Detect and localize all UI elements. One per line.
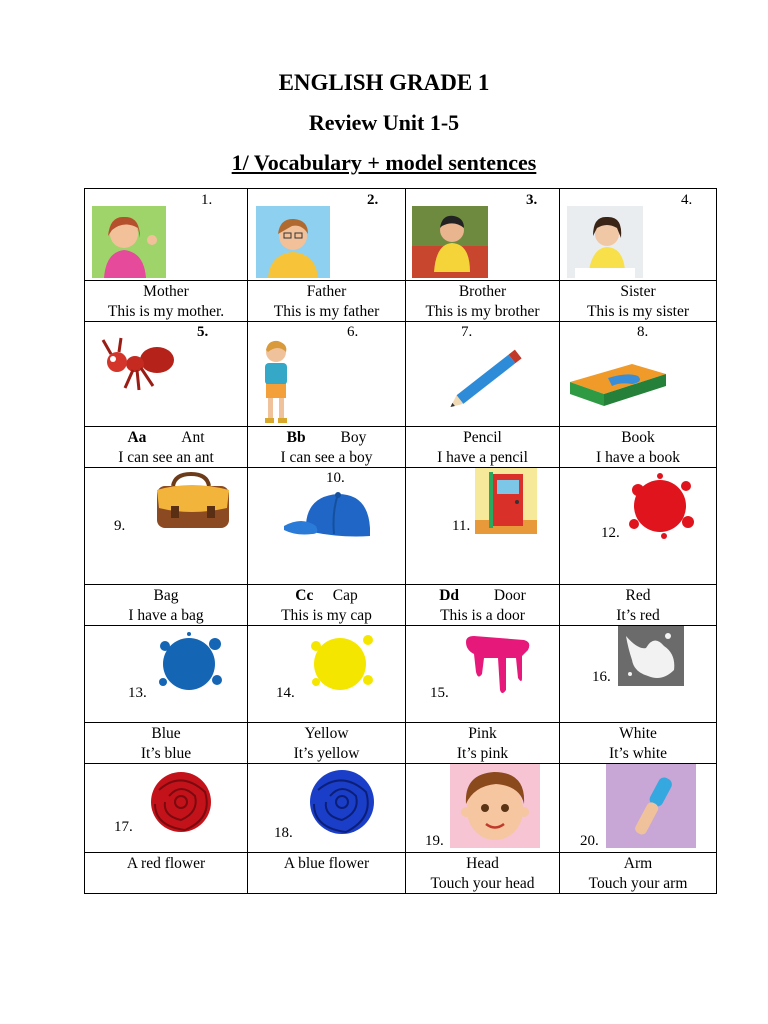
card-number: 9. [114, 518, 126, 534]
card-number: 14. [276, 685, 295, 701]
card-picture [248, 764, 405, 852]
blue-rose-icon [300, 766, 382, 838]
card-word: Brother [458, 283, 507, 300]
card-picture [85, 322, 247, 426]
picture-row [85, 189, 717, 281]
section-heading: 1/ Vocabulary + model sentences [231, 150, 537, 175]
card-letter: Bb [286, 429, 306, 446]
card-number: 11. [452, 518, 471, 534]
card-number: 2. [367, 192, 379, 208]
card-word: Arm [623, 855, 653, 872]
card-letter: Cc [295, 587, 314, 604]
card-picture [85, 764, 247, 852]
card-word: A blue flower [283, 855, 370, 872]
ant-icon [95, 336, 177, 392]
card-sentence: Touch your head [430, 874, 535, 892]
bag-icon [151, 472, 235, 534]
card-picture [85, 468, 247, 584]
card-word: Pink [468, 725, 497, 742]
card-number: 4. [681, 192, 693, 208]
label-row [85, 585, 717, 626]
card-number: 6. [347, 324, 359, 340]
card-number: 7. [461, 324, 473, 340]
picture-row [85, 764, 717, 853]
page-title: ENGLISH GRADE 1 [278, 70, 490, 95]
blue-splash-icon [155, 632, 225, 698]
white-splash-icon [618, 626, 684, 686]
card-word: A red flower [126, 855, 206, 872]
page-subtitle: Review Unit 1-5 [308, 110, 460, 135]
door-icon [475, 468, 537, 534]
card-picture [560, 626, 716, 722]
card-number: 12. [601, 525, 620, 541]
card-word: Blue [151, 725, 181, 742]
arm-icon [606, 764, 696, 848]
card-number: 20. [580, 833, 599, 849]
card-sentence: It’s blue [140, 744, 192, 762]
card-sentence: It’s red [616, 606, 660, 624]
card-picture [248, 468, 405, 584]
red-splash-icon [624, 472, 696, 540]
red-rose-icon [141, 766, 219, 836]
picture-row [85, 322, 717, 427]
card-sentence: It’s white [608, 744, 668, 762]
card-number: 16. [592, 669, 611, 685]
card-number: 10. [326, 470, 345, 486]
card-sentence: This is my cap [281, 606, 372, 624]
card-number: 19. [425, 833, 444, 849]
father-icon [256, 206, 330, 278]
card-picture [406, 626, 559, 722]
card-picture [248, 626, 405, 722]
card-word: Door [493, 587, 526, 604]
card-number: 3. [526, 192, 538, 208]
card-word: Boy [340, 429, 367, 446]
card-number: 13. [128, 685, 147, 701]
card-word: Head [466, 855, 499, 872]
card-picture [406, 189, 559, 280]
card-picture [85, 189, 247, 280]
sister-icon [567, 206, 643, 278]
brother-icon [412, 206, 488, 278]
card-letter: Dd [439, 587, 460, 604]
card-word: Yellow [304, 725, 349, 742]
card-picture [406, 468, 559, 584]
label-row [85, 427, 717, 468]
card-sentence: This is my brother [425, 302, 540, 320]
book-icon [568, 352, 668, 408]
card-picture [560, 468, 716, 584]
card-number: 8. [637, 324, 649, 340]
head-icon [450, 764, 540, 848]
card-picture [406, 764, 559, 852]
picture-row [85, 468, 717, 585]
card-number: 15. [430, 685, 449, 701]
vocabulary-table [84, 188, 717, 894]
card-sentence: I have a bag [128, 606, 204, 624]
card-number: 18. [274, 825, 293, 841]
pink-paint-icon [462, 634, 532, 696]
card-number: 1. [201, 192, 213, 208]
label-row [85, 853, 717, 894]
mother-icon [92, 206, 166, 278]
card-picture [560, 764, 716, 852]
card-sentence: It’s pink [456, 744, 509, 762]
card-word: White [619, 725, 657, 742]
card-sentence: I have a pencil [437, 448, 528, 466]
boy-icon [256, 338, 296, 426]
card-word: Red [625, 587, 651, 604]
label-row [85, 723, 717, 764]
card-word: Bag [153, 587, 179, 604]
card-word: Ant [181, 429, 205, 446]
yellow-splash-icon [306, 630, 376, 696]
card-picture [248, 189, 405, 280]
card-letter: Aa [127, 429, 147, 446]
card-number: 5. [197, 324, 209, 340]
card-picture [248, 322, 405, 426]
card-number: 17. [114, 819, 133, 835]
card-sentence: This is my sister [586, 302, 690, 320]
picture-row [85, 626, 717, 723]
card-sentence: This is my mother. [107, 302, 225, 320]
card-sentence: I have a book [596, 448, 680, 466]
card-word: Pencil [463, 429, 502, 446]
card-sentence: This is a door [440, 606, 525, 624]
card-sentence: I can see a boy [280, 448, 373, 466]
card-word: Cap [332, 587, 358, 604]
card-word: Book [621, 429, 655, 446]
cap-icon [282, 488, 374, 544]
card-sentence: It’s yellow [293, 744, 360, 762]
card-picture [406, 322, 559, 426]
card-sentence: Touch your arm [588, 874, 688, 892]
card-word: Mother [143, 283, 189, 300]
card-picture [560, 189, 716, 280]
card-word: Father [306, 283, 347, 300]
card-sentence: This is my father [273, 302, 380, 320]
label-row [85, 281, 717, 322]
card-sentence: I can see an ant [118, 448, 214, 466]
pencil-icon [446, 346, 530, 408]
card-picture [560, 322, 716, 426]
card-picture [85, 626, 247, 722]
card-word: Sister [620, 283, 656, 300]
